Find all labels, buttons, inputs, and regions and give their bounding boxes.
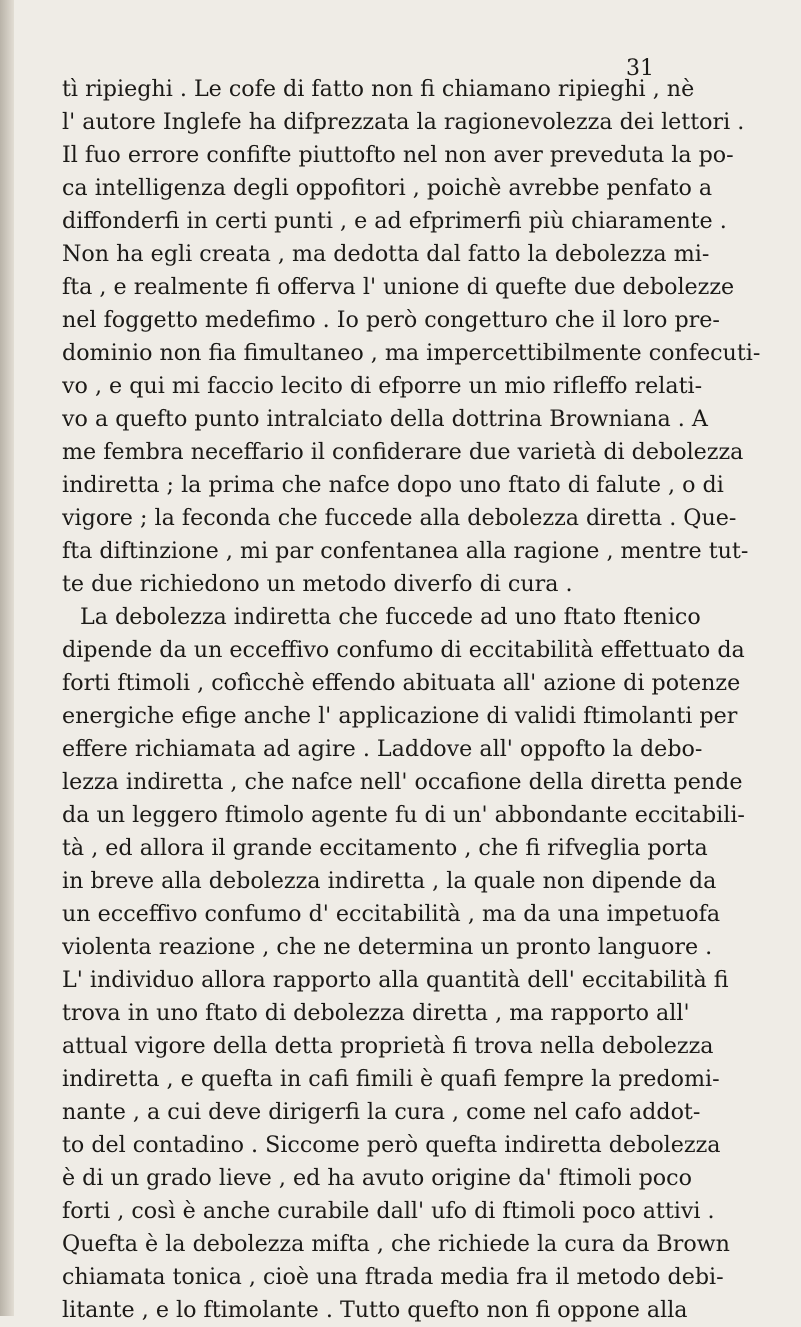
- text-line: diffonderfi in certi punti , e ad efprimerfi più chiaramente .: [62, 208, 727, 234]
- text-line: L' individuo allora rapporto alla quantità dell' eccitabilità fi: [62, 967, 729, 993]
- text-line: nante , a cui deve dirigerfi la cura , come nel cafo addot-: [62, 1099, 701, 1125]
- text-line: effere richiamata ad agire . Laddove all' oppofto la debo-: [62, 736, 703, 762]
- text-line: chiamata tonica , cioè una ftrada media fra il metodo debi-: [62, 1264, 724, 1290]
- text-line: litante , e lo ftimolante . Tutto quefto non fi oppone alla: [62, 1297, 688, 1323]
- text-line: da un leggero ftimolo agente fu di un' abbondante eccitabili-: [62, 802, 745, 828]
- text-line: te due richiedono un metodo diverfo di cura .: [62, 571, 573, 597]
- text-line: indiretta ; la prima che nafce dopo uno ftato di falute , o di: [62, 472, 724, 498]
- text-line: vo a quefto punto intralciato della dottrina Browniana . A: [62, 406, 708, 432]
- text-line: La debolezza indiretta che fuccede ad uno ftato ftenico: [80, 604, 701, 630]
- text-line: un ecceffivo confumo d' eccitabilità , ma da una impetuofa: [62, 901, 721, 927]
- text-line: forti ftimoli , cofìcchè effendo abituata all' azione di potenze: [62, 670, 741, 696]
- text-line: tì ripieghi . Le cofe di fatto non fi chiamano ripieghi , nè: [62, 76, 695, 102]
- text-line: nel foggetto medefimo . Io però congetturo che il loro pre-: [62, 307, 720, 333]
- text-line: dominio non fia fimultaneo , ma impercettibilmente confecuti-: [62, 340, 761, 366]
- text-line: fta , e realmente fi offerva l' unione di quefte due debolezze: [62, 274, 735, 300]
- text-line: vo , e qui mi faccio lecito di efporre un mio rifleffo relati-: [62, 373, 703, 399]
- text-line: indiretta , e quefta in cafi fimili è quafi fempre la predomi-: [62, 1066, 720, 1092]
- text-line: dipende da un ecceffivo confumo di eccitabilità effettuato da: [62, 637, 745, 663]
- text-line: in breve alla debolezza indiretta , la quale non dipende da: [62, 868, 717, 894]
- text-line: vigore ; la feconda che fuccede alla debolezza diretta . Que-: [62, 505, 737, 531]
- text-line: me fembra neceffario il confiderare due varietà di debolezza: [62, 439, 744, 465]
- text-line: energiche efige anche l' applicazione di validi ftimolanti per: [62, 703, 738, 729]
- text-line: tà , ed allora il grande eccitamento , che fi rifveglia porta: [62, 835, 708, 861]
- text-line: Quefta è la debolezza mifta , che richiede la cura da Brown: [62, 1231, 730, 1257]
- text-line: è di un grado lieve , ed ha avuto origine da' ftimoli poco: [62, 1165, 692, 1191]
- text-line: ca intelligenza degli oppofitori , poichè avrebbe penfato a: [62, 175, 713, 201]
- text-line: attual vigore della detta proprietà fi trova nella debolezza: [62, 1033, 714, 1059]
- text-line: lezza indiretta , che nafce nell' occafione della diretta pende: [62, 769, 743, 795]
- text-line: l' autore Inglefe ha difprezzata la ragionevolezza dei lettori .: [62, 109, 745, 135]
- text-line: Non ha egli creata , ma dedotta dal fatto la debolezza mi-: [62, 241, 710, 267]
- text-line: violenta reazione , che ne determina un pronto languore .: [62, 934, 713, 960]
- text-line: Il fuo errore confifte piuttofto nel non aver preveduta la po-: [62, 142, 734, 168]
- text-line: fta diftinzione , mi par confentanea alla ragione , mentre tut-: [62, 538, 749, 564]
- page-number: 31: [626, 56, 654, 81]
- text-line: forti , così è anche curabile dall' ufo di ftimoli poco attivi .: [62, 1198, 715, 1224]
- text-line: trova in uno ftato di debolezza diretta , ma rapporto all': [62, 1000, 690, 1026]
- text-line: to del contadino . Siccome però quefta indiretta debolezza: [62, 1132, 721, 1158]
